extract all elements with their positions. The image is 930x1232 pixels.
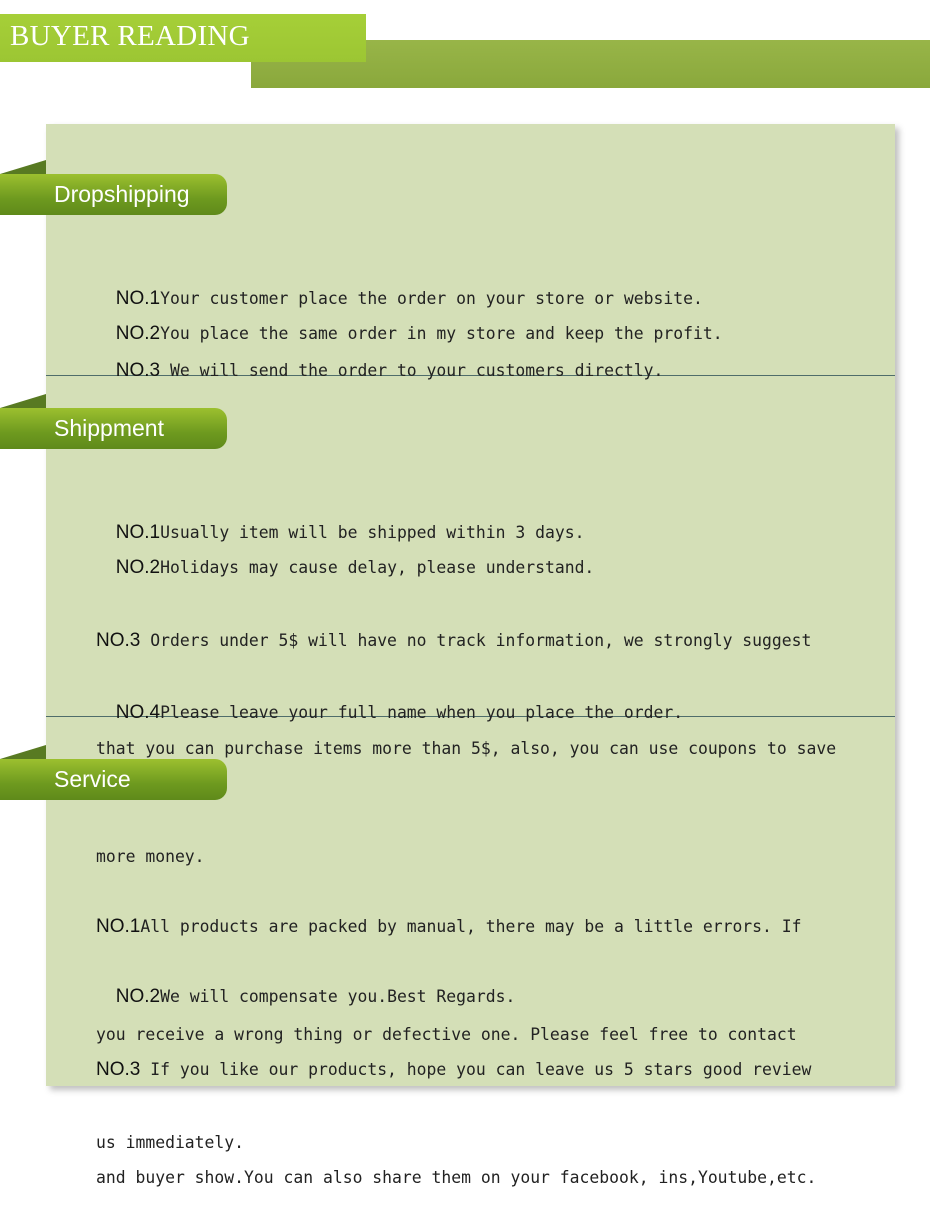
list-item: [96, 317, 886, 389]
tab-fold: [0, 745, 46, 759]
item-text: you receive a wrong thing or defective one. Please feel free to contact: [96, 1025, 797, 1044]
item-number: NO.2: [115, 323, 161, 344]
item-text: that you can purchase items more than 5$, also, you can use coupons to save: [96, 739, 837, 758]
section-title: Dropshipping: [54, 181, 190, 207]
item-number: NO.2: [115, 986, 161, 1007]
item-number: NO.3: [96, 1059, 141, 1080]
item-text: You place the same order in my store and keep the profit.: [160, 324, 723, 343]
item-number: NO.1: [115, 522, 161, 543]
section-tab-service: [0, 759, 227, 800]
item-number: NO.3: [96, 630, 141, 651]
item-text: If you like our products, hope you can leave us 5 stars good review: [140, 1060, 812, 1079]
page-title: BUYER READING: [10, 20, 250, 52]
item-text: us immediately.: [96, 1133, 245, 1152]
item-text: Your customer place the order on your store or website.: [160, 289, 703, 308]
tab-fold: [0, 394, 46, 408]
section-title: Service: [54, 766, 131, 792]
item-text: Holidays may cause delay, please understand.: [160, 558, 595, 577]
section-tab-shippment: [0, 408, 227, 449]
tab-fold: [0, 160, 46, 174]
item-text: Please leave your full name when you place the order.: [160, 703, 684, 722]
item-number: NO.4: [115, 702, 161, 723]
item-text: All products are packed by manual, there may be a little errors. If: [140, 917, 802, 936]
item-text: We will send the order to your customers directly.: [160, 361, 664, 380]
item-text: Usually item will be shipped within 3 days.: [160, 523, 585, 542]
list-item: [96, 659, 886, 731]
item-text: and buyer show.You can also share them on your facebook, ins,Youtube,etc.: [96, 1168, 817, 1187]
item-number: NO.2: [115, 557, 161, 578]
item-text: more money.: [96, 847, 205, 866]
item-text: Orders under 5$ will have no track information, we strongly suggest: [140, 631, 812, 650]
item-number: NO.1: [96, 916, 141, 937]
item-number: NO.3: [115, 360, 161, 381]
item-number: NO.1: [115, 288, 161, 309]
section-title: Shippment: [54, 415, 164, 441]
list-item: [96, 980, 886, 1232]
section-tab-dropshipping: [0, 174, 227, 215]
item-text: We will compensate you.Best Regards.: [160, 987, 516, 1006]
